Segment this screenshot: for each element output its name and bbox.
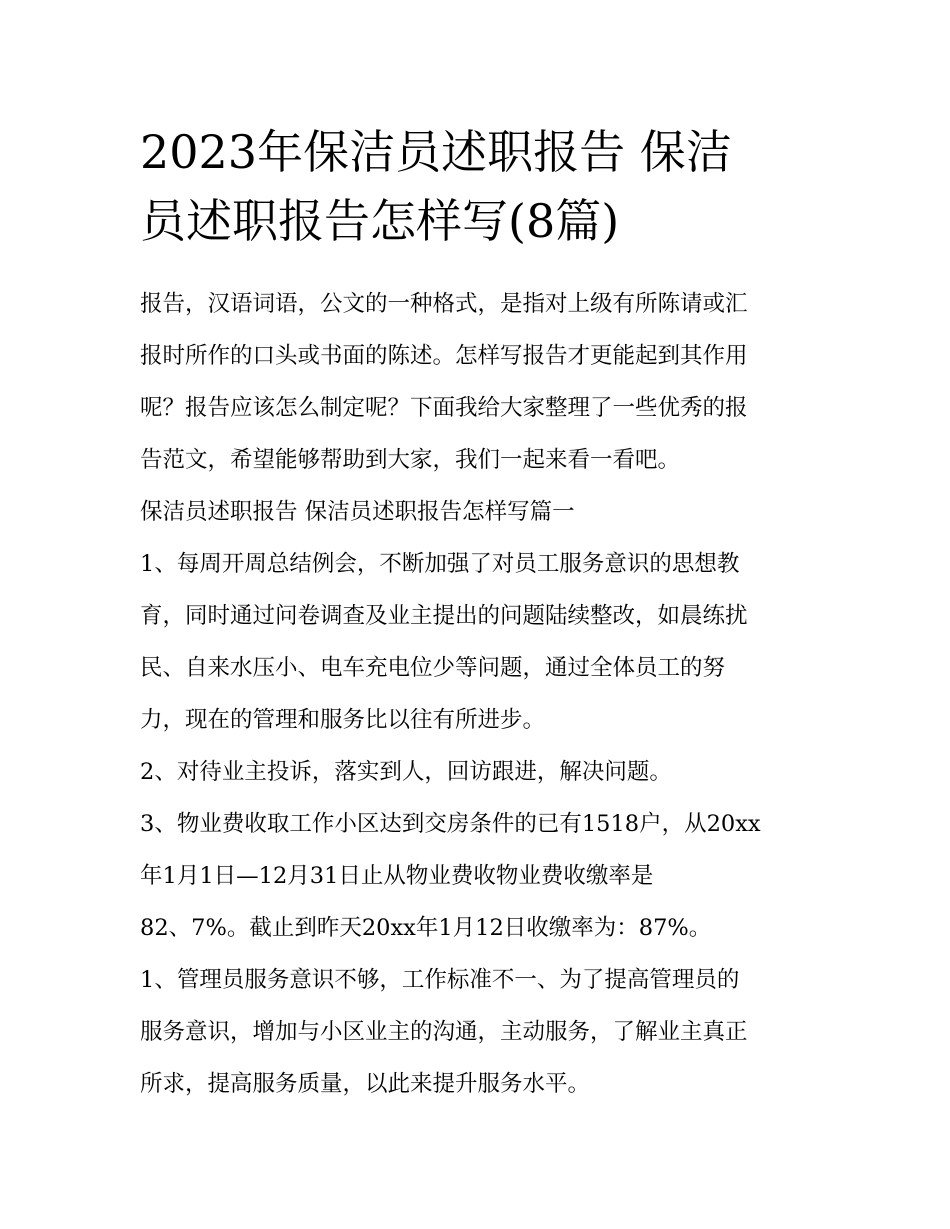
item3-line: 3、物业费收取工作小区达到交房条件的已有1518户，从20xx [140,811,761,837]
intro-line: 报告，汉语词语，公文的一种格式，是指对上级有所陈请或汇 [140,291,748,317]
intro-line: 呢？报告应该怎么制定呢？下面我给大家整理了一些优秀的报 [140,395,748,421]
section-heading [140,486,820,538]
intro-paragraph [140,278,820,486]
item2-line: 2、对待业主投诉，落实到人，回访跟进，解决问题。 [140,759,672,785]
list-item-1 [140,538,820,746]
section-heading-text: 保洁员述职报告 保洁员述职报告怎样写篇一 [140,499,575,525]
document-body [140,278,820,1110]
list-item-3 [140,798,820,954]
document-title [140,118,820,256]
item1-line: 民、自来水压小、电车充电位少等问题，通过全体员工的努 [140,655,726,681]
item4-line: 所求，提高服务质量，以此来提升服务水平。 [140,1071,591,1097]
item3-line: 82、7%。截止到昨天20xx年1月12日收缴率为：87%。 [140,915,712,941]
intro-line: 报时所作的口头或书面的陈述。怎样写报告才更能起到其作用 [140,343,748,369]
item4-line: 服务意识，增加与小区业主的沟通，主动服务，了解业主真正 [140,1019,748,1045]
title-line-1: 2023年保洁员述职报告 保洁 [140,125,732,179]
list-item-4 [140,954,820,1110]
item1-line: 育，同时通过问卷调查及业主提出的问题陆续整改，如晨练扰 [140,603,748,629]
item1-line: 力，现在的管理和服务比以往有所进步。 [140,707,546,733]
item4-line: 1、管理员服务意识不够，工作标准不一、为了提高管理员的 [140,967,740,993]
title-line-2: 员述职报告怎样写(8篇) [140,194,620,248]
list-item-2 [140,746,820,798]
intro-line: 告范文，希望能够帮助到大家，我们一起来看一看吧。 [140,447,681,473]
item1-line: 1、每周开周总结例会，不断加强了对员工服务意识的思想教 [140,551,740,577]
item3-line: 年1月1日—12月31日止从物业费收物业费收缴率是 [140,863,654,889]
